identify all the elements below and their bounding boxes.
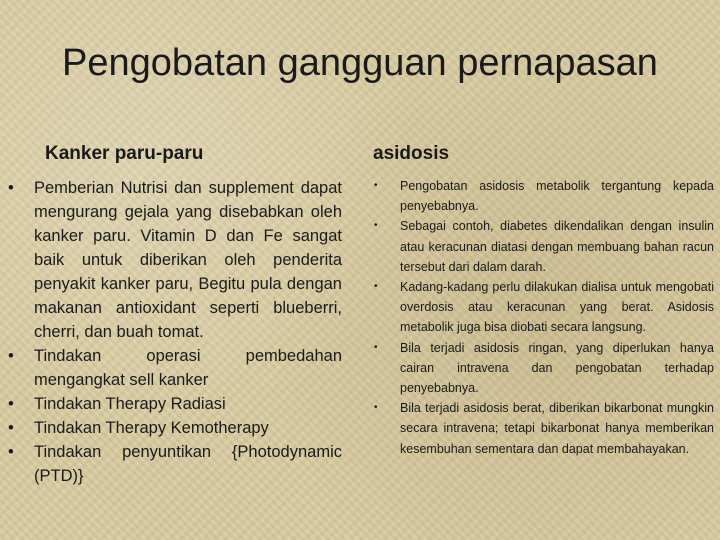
list-item-text: Bila terjadi asidosis ringan, yang diperlukan hanya cairan intravena dan pengobatan terhadap penyebabnya. [400,340,714,396]
bullet-icon: • [8,443,14,461]
list-item [8,392,342,416]
bullet-icon: • [8,419,14,437]
list-item [8,176,342,344]
bullet-icon: • [374,402,378,414]
list-item-text: Bila terjadi asidosis berat, diberikan bikarbonat mungkin secara intravena; tetapi bikarbonat hanya memberikan kesembuhan sementara dan dapat membahayakan. [400,401,714,456]
bullet-icon: • [8,179,14,197]
list-item-text: Tindakan Therapy Kemotherapy [34,419,269,437]
bullet-icon: • [374,341,378,353]
bullet-icon: • [8,347,14,365]
list-item-text: Tindakan Therapy Radiasi [34,395,226,413]
slide-title: Pengobatan gangguan pernapasan [62,42,658,84]
list-item [8,416,342,440]
list-item-text: Pengobatan asidosis metabolik tergantung kepada penyebabnya. [400,179,714,214]
list-item [370,338,714,399]
list-item-text: Tindakan penyuntikan {Photodynamic (PTD)} [34,443,342,485]
bullet-icon: • [8,395,14,413]
list-item [8,344,342,392]
kanker-paru-heading: Kanker paru-paru [45,143,204,164]
list-item [370,277,714,338]
list-item-text: Tindakan operasi pembedahan mengangkat sell kanker [34,347,342,389]
bullet-icon: • [374,220,378,232]
bullet-icon: • [374,180,378,191]
list-item [370,176,714,216]
bullet-icon: • [374,281,378,293]
asidosis-list [370,176,714,459]
list-item [370,398,714,459]
list-item-text: Pemberian Nutrisi dan supplement dapat mengurang gejala yang disebabkan oleh kanker paru. Vitamin D dan Fe sangat baik untuk diberikan oleh penderita penyakit kanker paru, Begitu pula dengan makanan antioxidant seperti blueberri, cherri, dan buah tomat. [34,179,342,341]
list-item [8,440,342,488]
list-item-text: Sebagai contoh, diabetes dikendalikan dengan insulin atau keracunan diatasi dengan membuang bahan racun tersebut dari dalam darah. [400,219,714,274]
asidosis-heading: asidosis [373,143,450,164]
list-item [370,216,714,277]
kanker-paru-list [8,176,342,488]
list-item-text: Kadang-kadang perlu dilakukan dialisa untuk mengobati overdosis atau keracunan yang berat. Asidosis metabolik juga bisa diobati secara langsung. [400,280,714,335]
